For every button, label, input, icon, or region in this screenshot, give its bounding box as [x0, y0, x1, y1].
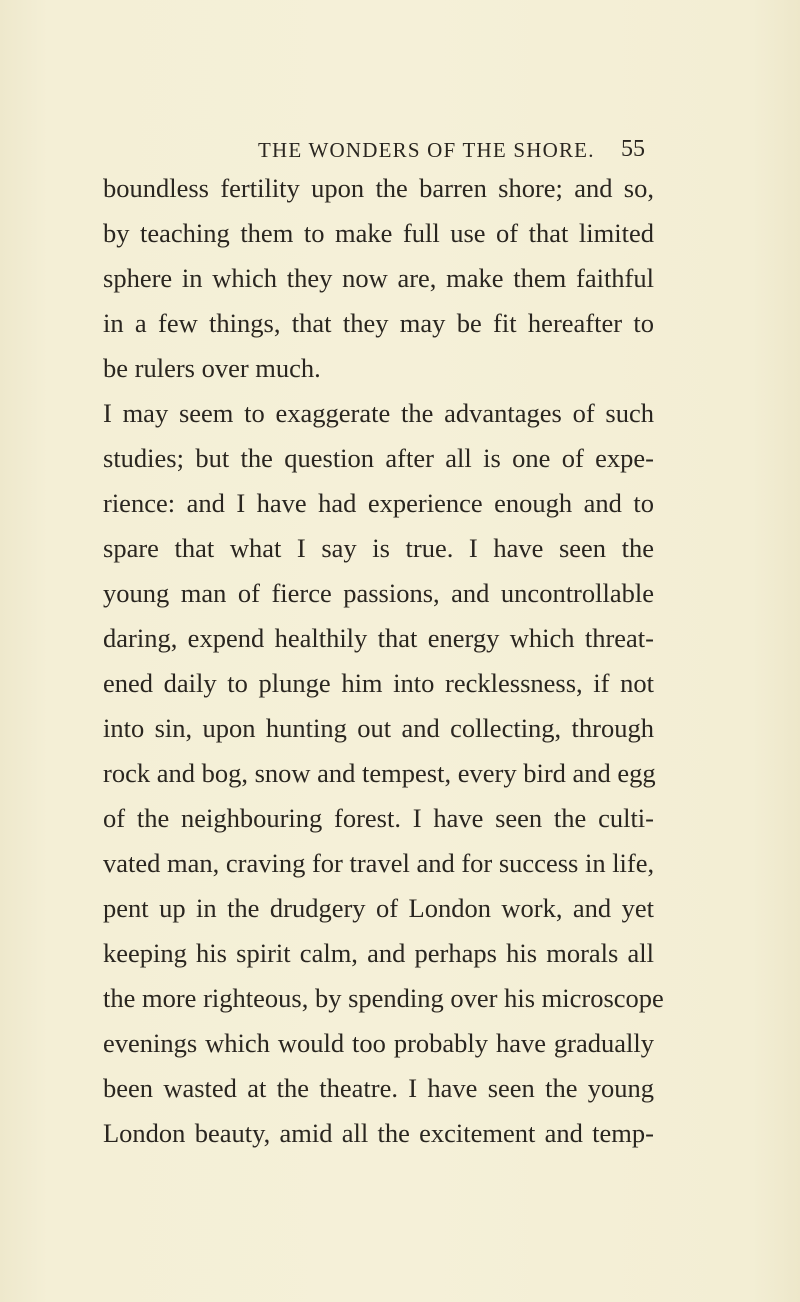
text-line: keeping his spirit calm, and perhaps his morals all [103, 938, 654, 968]
text-line: sphere in which they now are, make them faithful [103, 263, 654, 293]
text-line: been wasted at the theatre. I have seen the young [103, 1073, 654, 1103]
text-line: of the neighbouring forest. I have seen the culti- [103, 803, 654, 833]
text-line: studies; but the question after all is one of expe- [103, 443, 654, 473]
text-line: in a few things, that they may be fit hereafter to [103, 308, 654, 338]
text-line: rock and bog, snow and tempest, every bird and egg [103, 758, 656, 788]
text-line: pent up in the drudgery of London work, and yet [103, 893, 654, 923]
text-line: evenings which would too probably have gradually [103, 1028, 654, 1058]
text-line: young man of fierce passions, and uncontrollable [103, 578, 654, 608]
text-line: spare that what I say is true. I have seen the [103, 533, 654, 563]
page-number: 55 [621, 136, 645, 162]
text-line: London beauty, amid all the excitement and temp- [103, 1118, 654, 1148]
text-line: vated man, craving for travel and for success in life, [103, 848, 655, 878]
text-line: into sin, upon hunting out and collecting, through [103, 713, 654, 743]
text-line: daring, expend healthily that energy which threat- [103, 623, 654, 653]
text-line: the more righteous, by spending over his microscope [103, 983, 664, 1013]
text-line: ened daily to plunge him into recklessness, if not [103, 668, 654, 698]
text-line: boundless fertility upon the barren shore; and so, [103, 173, 654, 203]
text-line: be rulers over much. [103, 353, 321, 383]
text-line: rience: and I have had experience enough and to [103, 488, 654, 518]
running-head: THE WONDERS OF THE SHORE. [258, 138, 595, 162]
text-line: by teaching them to make full use of that limited [103, 218, 654, 248]
text-line: I may seem to exaggerate the advantages of such [103, 398, 654, 428]
